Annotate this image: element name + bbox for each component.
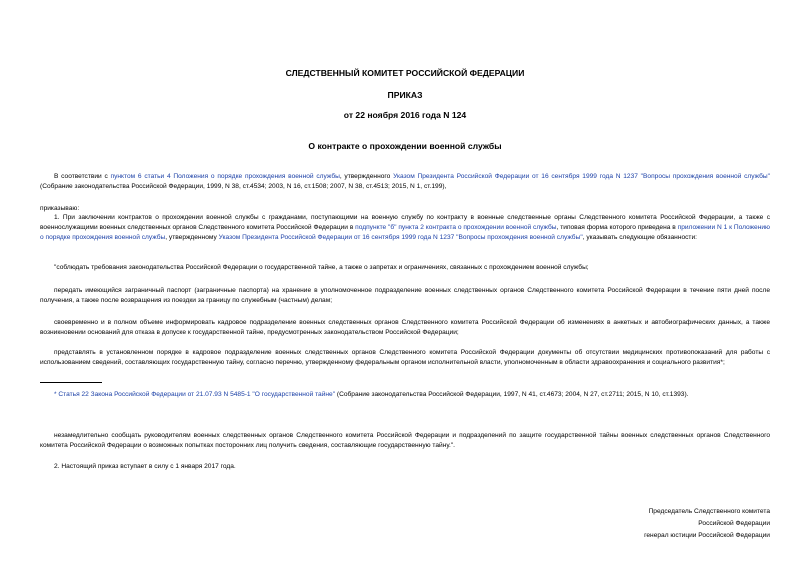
org-name: СЛЕДСТВЕННЫЙ КОМИТЕТ РОССИЙСКОЙ ФЕДЕРАЦИИ — [285, 68, 525, 78]
appendix-link[interactable]: приложении N 1 к Положению о порядке прохождения военной службы — [40, 224, 770, 241]
document-page — [40, 0, 770, 571]
preamble-text-2: , утвержденного — [339, 173, 394, 180]
order-word: приказываю: — [40, 205, 80, 212]
duty-2: передать имеющийся заграничный паспорт (заграничные паспорта) на хранение в уполномоченное подразделение военных следственных органов Следственного комитета Российской Федерации в течение пяти дней после получения, а также после возвращения из поездки за границу по служебным (частным) делам; — [40, 287, 770, 304]
decree-link[interactable]: Указом Президента Российской Федерации от 16 сентября 1999 года N 1237 "Вопросы прохождения военной службы" — [393, 173, 770, 180]
doc-date-number: от 22 ноября 2016 года N 124 — [343, 110, 467, 120]
duty-5: незамедлительно сообщать руководителям военных следственных органов Следственного комитета Российской Федерации и подразделений по защите государственной тайны военных следственных органов Следственного комитета Российской Федерации о возможных попытках посторонних лиц получить сведения, составляющие государственную тайну.". — [40, 432, 770, 449]
signature-line-1: Председатель Следственного комитета — [648, 508, 770, 515]
signature-line-2: Российской Федерации — [698, 520, 770, 527]
item-1-paragraph — [40, 213, 770, 243]
duty-1: "соблюдать требования законодательства Российской Федерации о государственной тайне, а также о запретах и ограничениях, связанных с прохождением военной службы; — [54, 264, 589, 271]
item-1-text-1: 1. При заключении контрактов о прохождении военной службы с гражданами, поступающими на военную службу по контракту в военные следственные органы Следственного комитета Российской Федерации, а также с военнослужащими военных следственных органов Следственного комитета Российской Федерации в — [40, 214, 770, 231]
signature-block — [470, 506, 770, 542]
footnote — [40, 390, 770, 400]
preamble-text-1: В соответствии с — [54, 173, 111, 180]
item-1-text-4: , указывать следующие обязанности: — [582, 234, 697, 241]
duty-4: представлять в установленном порядке в кадровое подразделение военных следственных органов Следственного комитета Российской Федерации документы об отсутствии медицинских противопоказаний для работы с использованием сведений, составляющих государственную тайну, согласно перечню, утвержденному федеральным органом исполнительной власти, уполномоченным в области здравоохранения и социального развития*; — [40, 349, 770, 366]
regulation-link[interactable]: пунктом 6 статьи 4 Положения о порядке прохождения военной службы — [110, 173, 340, 180]
preamble-paragraph — [40, 172, 770, 192]
item-1-text-3: , утвержденному — [165, 234, 219, 241]
item-2: 2. Настоящий приказ вступает в силу с 1 января 2017 года. — [54, 463, 236, 470]
doc-title: О контракте о прохождении военной службы — [308, 141, 502, 151]
preamble-text-3: (Собрание законодательства Российской Федерации, 1999, N 38, ст.4534; 2003, N 16, ст.1508; 2007, N 38, ст.4513; 2015, N 1, ст.199), — [40, 183, 447, 190]
state-secret-law-link[interactable]: * Статья 22 Закона Российской Федерации от 21.07.93 N 5485-1 "О государственной тайне" — [54, 391, 336, 398]
decree-link-2[interactable]: Указом Президента Российской Федерации от 16 сентября 1999 года N 1237 "Вопросы прохождения военной службы" — [218, 234, 583, 241]
duty-3: своевременно и в полном объеме информировать кадровое подразделение военных следственных органов Следственного комитета Российской Федерации об изменениях в анкетных и автобиографических данных, а также возникновении оснований для отказа в допуске к государственной тайне, предусмотренных законодательством Российской Федерации; — [40, 319, 770, 336]
doc-type: ПРИКАЗ — [387, 90, 423, 100]
footnote-divider — [40, 382, 102, 383]
item-1-text-2: , типовая форма которого приведена в — [556, 224, 678, 231]
signature-line-3: генерал юстиции Российской Федерации — [644, 532, 770, 539]
footnote-text: (Собрание законодательства Российской Федерации, 1997, N 41, ст.4673; 2004, N 27, ст.2711; 2015, N 10, ст.1393). — [335, 391, 689, 398]
contract-subpoint-link[interactable]: подпункте "б" пункта 2 контракта о прохождении военной службы — [355, 224, 557, 231]
